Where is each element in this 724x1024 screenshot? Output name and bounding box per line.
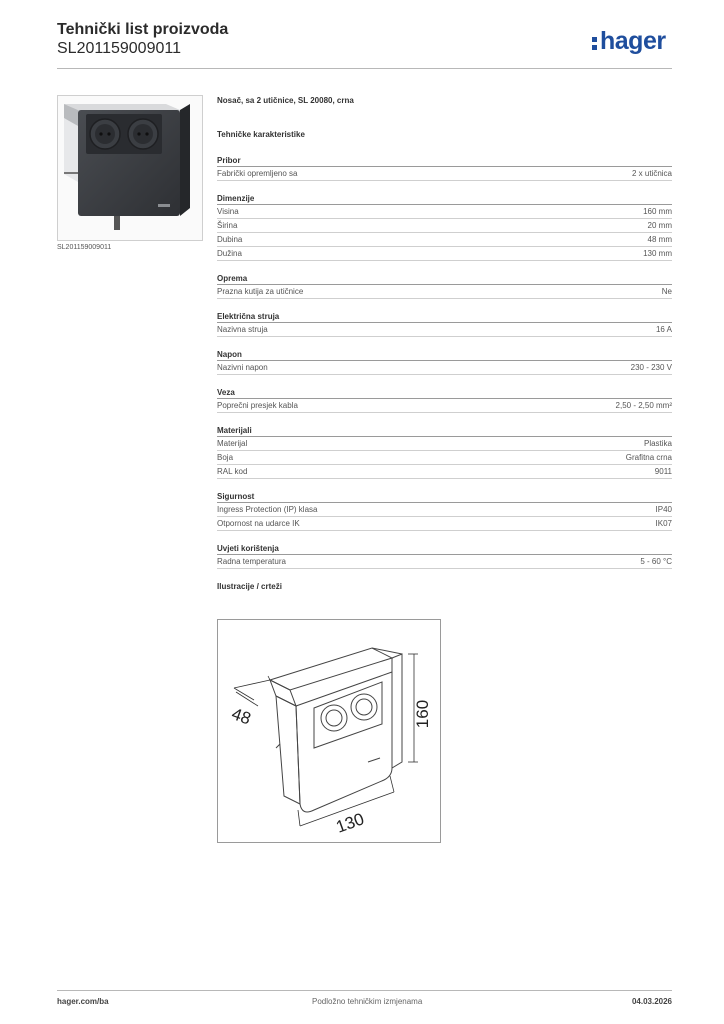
spec-group-title: Napon [217,349,672,361]
spec-value: 16 A [655,325,672,334]
spec-row [217,503,672,517]
spec-label: Dužina [217,249,242,258]
footer-website-link[interactable]: hager.com/ba [57,997,109,1006]
footer-divider [57,990,672,991]
length-dimension-label: 130 [333,809,367,837]
spec-group-title: Materijali [217,425,672,437]
spec-row [217,451,672,465]
section-title: Tehničke karakteristike [217,130,305,139]
spec-label: Materijal [217,439,248,448]
logo-text: hager [600,27,666,55]
spec-row [217,399,672,413]
dimension-drawing [217,619,441,843]
spec-row [217,167,672,181]
spec-group-title: Uvjeti korištenja [217,543,672,555]
hager-logo [592,27,666,56]
spec-value: Grafitna crna [625,453,672,462]
product-photo [57,95,203,241]
spec-label: Otpornost na udarce IK [217,519,300,528]
spec-group-title: Električna struja [217,311,672,323]
spec-group [217,155,672,181]
spec-label: RAL kod [217,467,248,476]
spec-row [217,437,672,451]
spec-group [217,349,672,375]
spec-group [217,193,672,261]
spec-value: 130 mm [643,249,672,258]
spec-row [217,285,672,299]
spec-label: Boja [217,453,234,462]
depth-dimension-label: 48 [229,704,254,729]
spec-group [217,311,672,337]
spec-label: Visina [217,207,239,216]
spec-row [217,465,672,479]
spec-group [217,273,672,299]
footer-date: 04.03.2026 [631,997,672,1006]
spec-label: Radna temperatura [217,557,286,566]
height-dimension-label: 160 [413,699,432,729]
spec-value: 9011 [654,467,672,476]
spec-group-title: Oprema [217,273,672,285]
spec-row [217,517,672,531]
spec-label: Fabrički opremljeno sa [217,169,298,178]
spec-value: 2 x utičnica [631,169,672,178]
spec-group [217,491,672,531]
spec-value: 160 mm [643,207,672,216]
spec-label: Prazna kutija za utičnice [217,287,304,296]
spec-value: IK07 [655,519,672,528]
spec-group [217,543,672,569]
spec-group-title: Dimenzije [217,193,672,205]
spec-label: Dubina [217,235,243,244]
dimension-drawing-icon [218,620,440,842]
product-name: Nosač, sa 2 utičnice, SL 20080, crna [217,96,354,105]
spec-value: 5 - 60 °C [640,557,672,566]
spec-value: Ne [661,287,672,296]
socket-carrier-photo-icon [58,96,202,240]
spec-group [217,425,672,479]
spec-group-title: Veza [217,387,672,399]
spec-value: 20 mm [647,221,672,230]
spec-value: 2,50 - 2,50 mm² [615,401,672,410]
spec-row [217,323,672,337]
spec-value: 48 mm [647,235,672,244]
spec-row [217,233,672,247]
spec-group [217,387,672,413]
footer-disclaimer: Podložno tehničkim izmjenama [312,997,423,1006]
spec-value: Plastika [643,439,672,448]
logo-colon-icon [592,32,598,51]
illustration-title: Ilustracije / crteži [217,582,282,591]
product-image-caption: SL201159009011 [57,244,112,251]
spec-group-title: Sigurnost [217,491,672,503]
spec-label: Ingress Protection (IP) klasa [217,505,318,514]
spec-group-title: Pribor [217,155,672,167]
product-code: SL201159009011 [57,40,181,57]
spec-groups [217,155,672,569]
spec-row [217,219,672,233]
spec-label: Nazivni napon [217,363,268,372]
spec-row [217,555,672,569]
spec-label: Širina [217,221,238,230]
spec-label: Nazivna struja [217,325,268,334]
spec-label: Poprečni presjek kabla [217,401,298,410]
technical-specifications [217,95,672,593]
spec-row [217,247,672,261]
spec-value: 230 - 230 V [630,363,672,372]
spec-value: IP40 [655,505,672,514]
page-title: Tehnički list proizvoda [57,21,229,38]
spec-row [217,361,672,375]
header-divider [57,68,672,69]
spec-row [217,205,672,219]
